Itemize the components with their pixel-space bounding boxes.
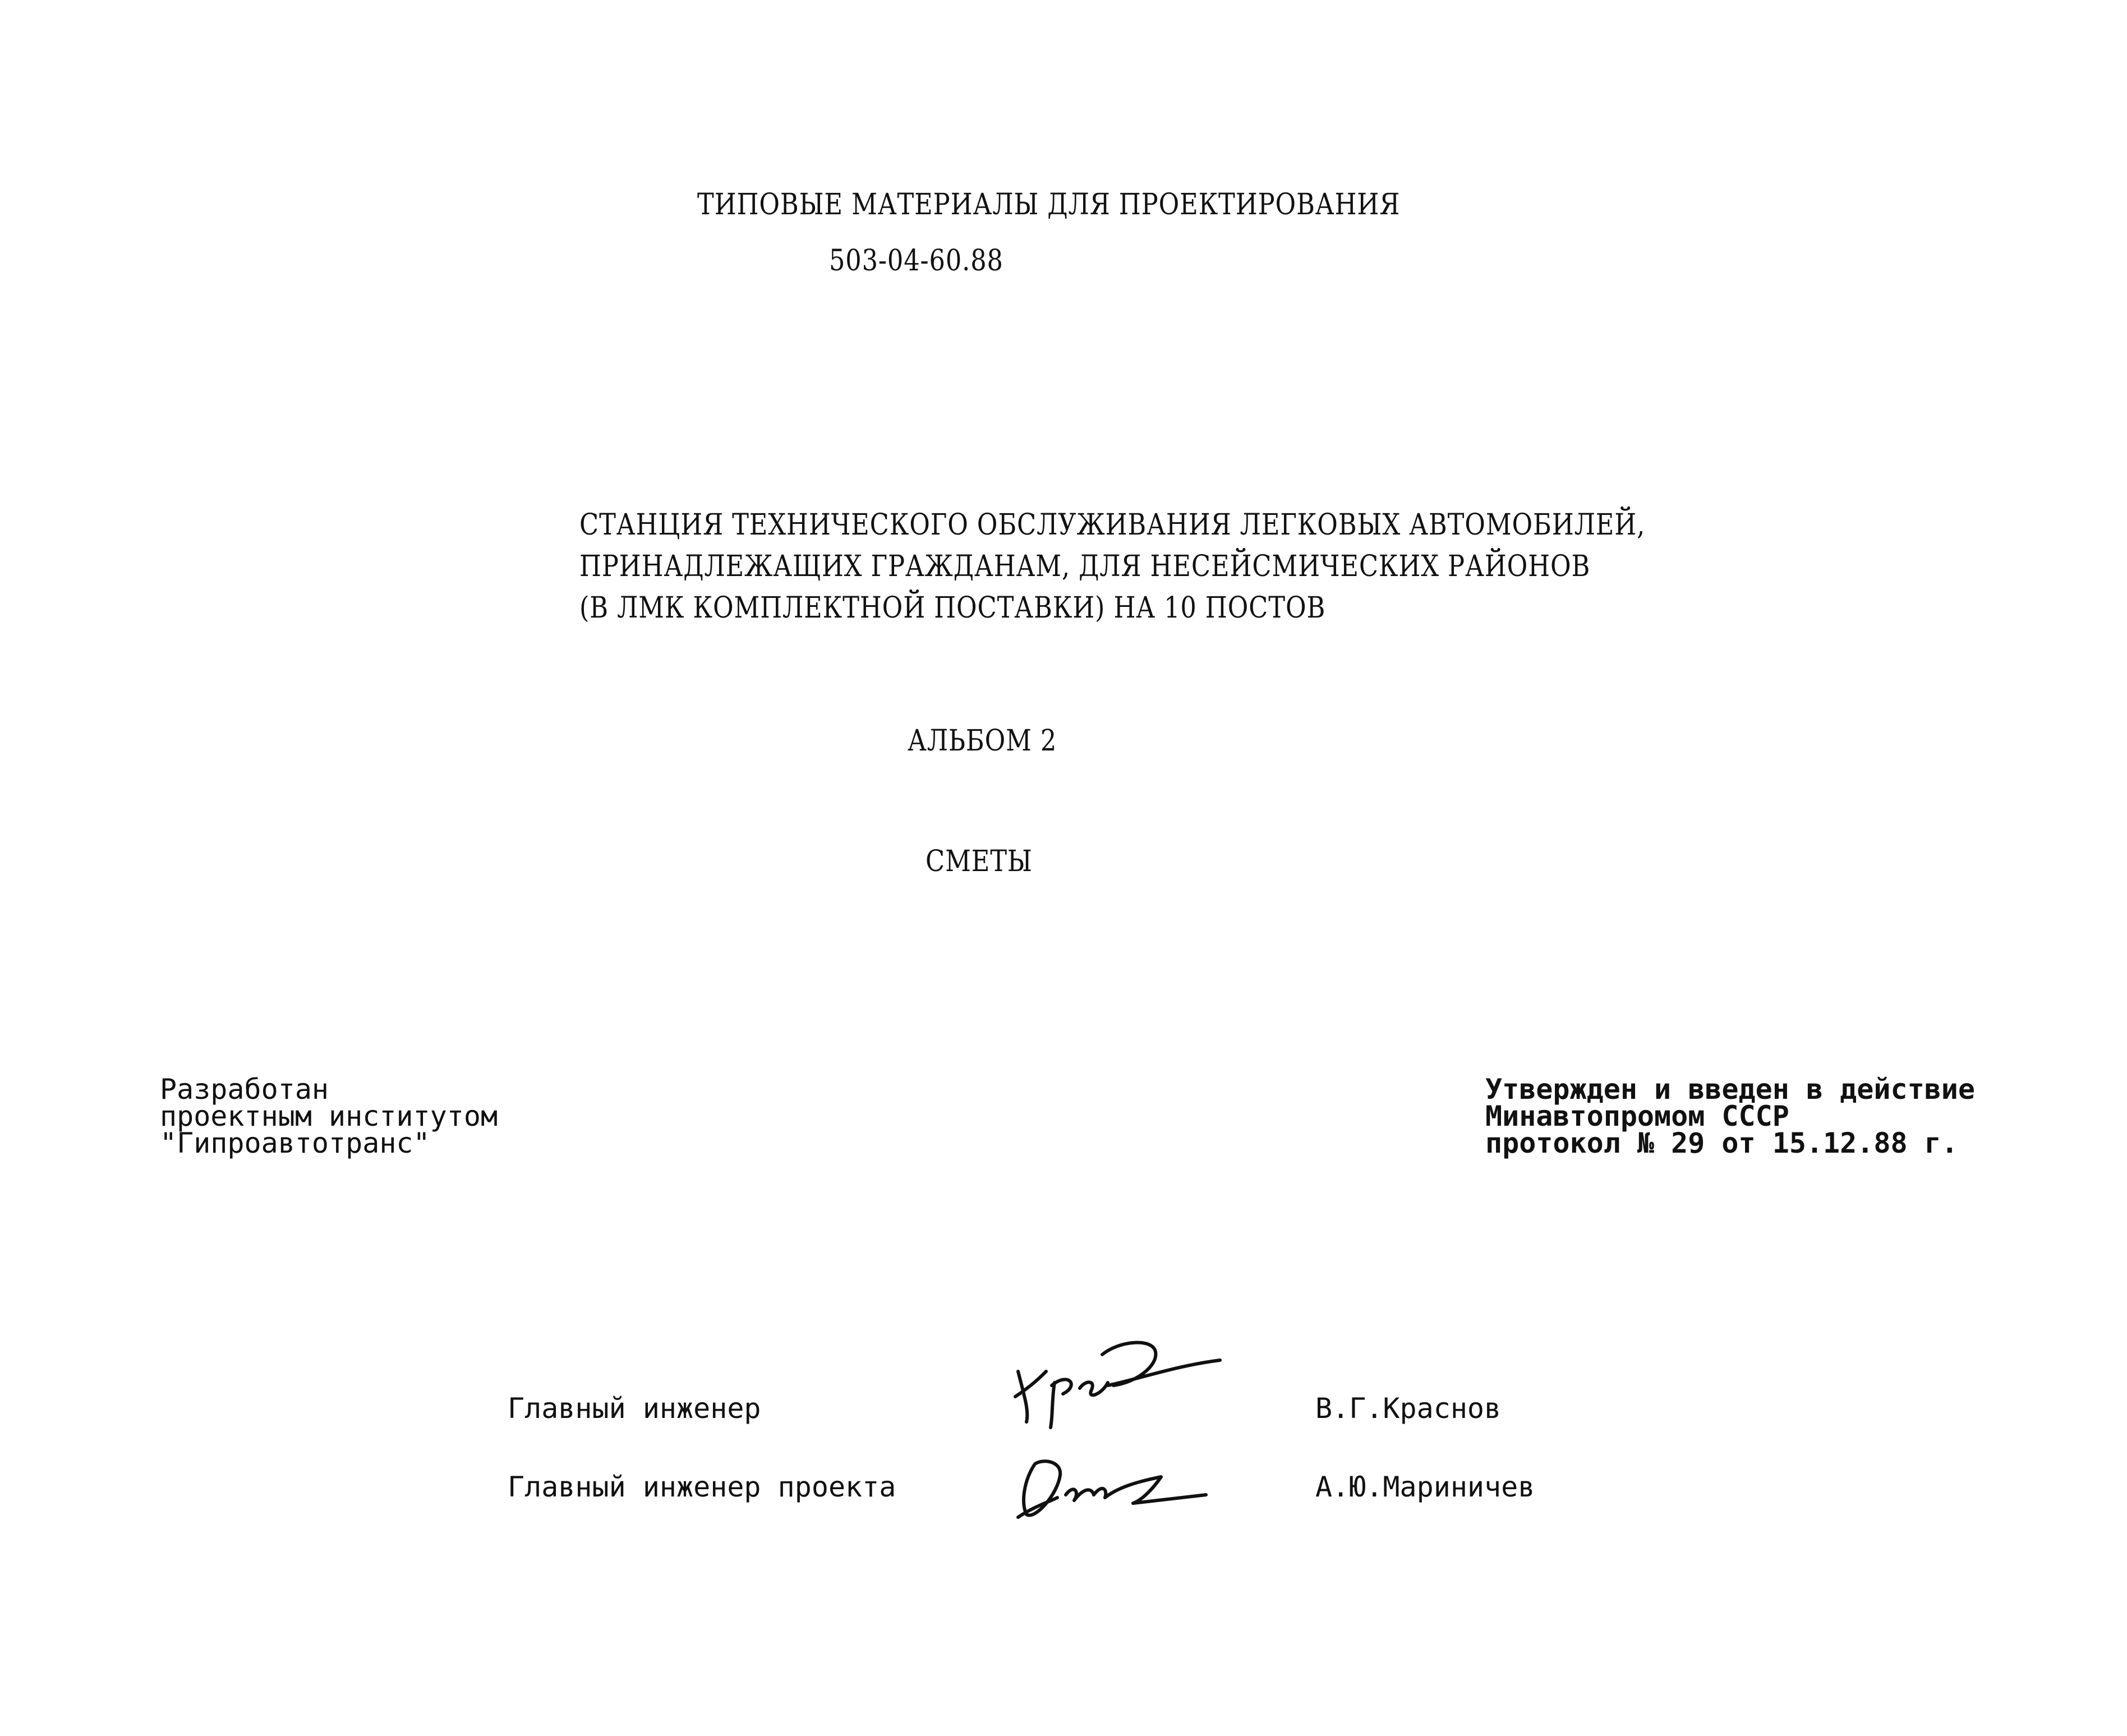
section-title: СМЕТЫ — [926, 845, 1033, 878]
project-title-line-2: ПРИНАДЛЕЖАЩИХ ГРАЖДАНАМ, ДЛЯ НЕСЕЙСМИЧЕСКИХ РАЙОНОВ — [579, 550, 1591, 583]
approved-by-line-2: Минавтопромом СССР — [1485, 1100, 1789, 1132]
chief-engineer-name: В.Г.Краснов — [1315, 1392, 1502, 1425]
chief-project-engineer-name: А.Ю.Мариничев — [1315, 1471, 1535, 1503]
series-title: ТИПОВЫЕ МАТЕРИАЛЫ ДЛЯ ПРОЕКТИРОВАНИЯ — [697, 188, 1401, 222]
approved-by-block — [1485, 1073, 1975, 1159]
chief-engineer-signature — [1007, 1332, 1231, 1433]
approved-by-line-1: Утвержден и введен в действие — [1485, 1073, 1975, 1106]
developed-by-line-2: проектным институтом — [160, 1100, 498, 1132]
developed-by-line-1: Разработан — [160, 1073, 329, 1106]
chief-project-engineer-signature — [1012, 1450, 1214, 1526]
album-number: АЛЬБОМ 2 — [908, 724, 1057, 758]
chief-engineer-role: Главный инженер — [508, 1392, 761, 1425]
series-code: 503-04-60.88 — [829, 244, 1003, 278]
approved-by-line-3: протокол № 29 от 15.12.88 г. — [1485, 1127, 1958, 1159]
developed-by-line-3: "Гипроавтотранс" — [160, 1127, 430, 1159]
project-title-line-1: СТАНЦИЯ ТЕХНИЧЕСКОГО ОБСЛУЖИВАНИЯ ЛЕГКОВЫХ АВТОМОБИЛЕЙ, — [579, 508, 1646, 542]
developed-by-block — [160, 1073, 498, 1159]
project-title-line-3: (В ЛМК КОМПЛЕКТНОЙ ПОСТАВКИ) НА 10 ПОСТОВ — [579, 591, 1326, 625]
chief-project-engineer-role: Главный инженер проекта — [508, 1471, 896, 1503]
